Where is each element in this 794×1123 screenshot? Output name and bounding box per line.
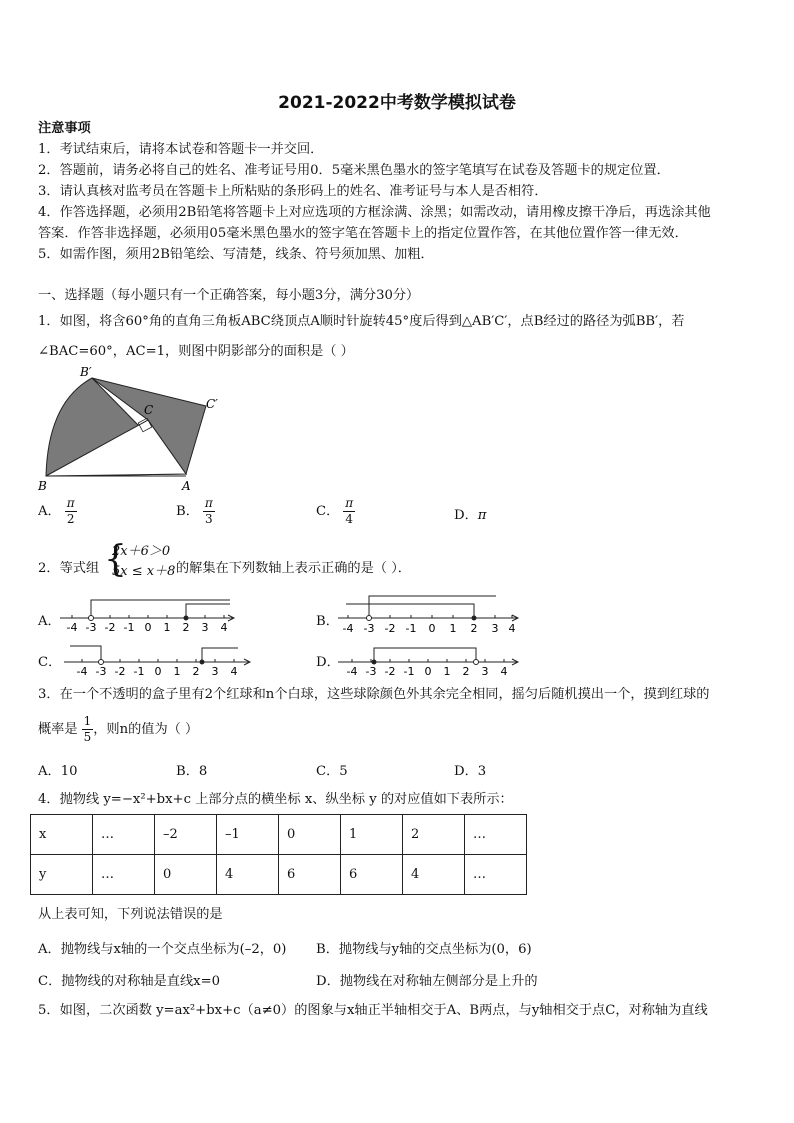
notice-item: 5．如需作图，须用2B铅笔绘、写清楚，线条、符号须加黑、加粗． bbox=[38, 247, 434, 262]
option-letter: D． bbox=[454, 508, 478, 523]
tick-label: 0 bbox=[428, 622, 436, 635]
question-2-option-c-label[interactable]: C． bbox=[38, 655, 62, 670]
fraction bbox=[343, 496, 355, 527]
notice-item: 3．请认真核对监考员在答题卡上所粘贴的条形码上的姓名、准考证号与本人是否相符． bbox=[38, 184, 548, 199]
tick-label: 0 bbox=[424, 665, 432, 678]
tick-label: -1 bbox=[405, 622, 417, 635]
question-4-line-1: 4．抛物线 y=−x²+bx+c 上部分点的横坐标 x、纵坐标 y 的对应值如下表所示： bbox=[38, 792, 513, 807]
table-cell: … bbox=[465, 855, 527, 895]
question-2-option-a-label[interactable]: A． bbox=[38, 614, 61, 629]
label-b: B bbox=[38, 479, 47, 493]
tick-label: 1 bbox=[163, 621, 171, 634]
option-letter: A． bbox=[38, 504, 61, 519]
system-brace: { bbox=[104, 539, 127, 580]
tick-label: 0 bbox=[144, 621, 152, 634]
label-c: C bbox=[144, 403, 154, 417]
question-4-option-a[interactable]: A．抛物线与x轴的一个交点坐标为(–2，0) bbox=[38, 942, 287, 957]
table-cell: 6 bbox=[279, 855, 341, 895]
tick-label: -4 bbox=[346, 665, 358, 678]
tick-label: 1 bbox=[173, 665, 181, 678]
tick-label: -2 bbox=[384, 622, 396, 635]
tick-label: -1 bbox=[133, 665, 145, 678]
number-line-a bbox=[58, 596, 238, 636]
notice-item: 答案．作答非选择题，必须用05毫米黑色墨水的签字笔在答题卡上的指定位置作答，在其他位置作答一律无效． bbox=[38, 226, 688, 241]
table-cell: … bbox=[93, 855, 155, 895]
question-3-line-2 bbox=[38, 714, 198, 745]
option-letter: B． bbox=[176, 504, 199, 519]
question-2-suffix: 的解集在下列数轴上表示正确的是（ ）． bbox=[176, 561, 411, 576]
values-table bbox=[30, 814, 527, 895]
tick-label: 4 bbox=[508, 622, 516, 635]
option-letter: C． bbox=[316, 504, 340, 519]
number-line-b bbox=[336, 592, 522, 636]
numerator: π bbox=[345, 496, 354, 510]
question-1-option-c[interactable] bbox=[316, 496, 355, 527]
tick-label: -3 bbox=[365, 665, 377, 678]
tick-label: 3 bbox=[211, 665, 219, 678]
notice-item: 2．答题前，请务必将自己的姓名、准考证号用0．5毫米黑色墨水的签字笔填写在试卷及答题卡的规定位置． bbox=[38, 163, 670, 178]
question-1-option-b[interactable] bbox=[176, 496, 215, 527]
question-2-prefix: 2．等式组 bbox=[38, 561, 100, 576]
table-cell: x bbox=[31, 815, 93, 855]
notice-item: 4．作答选择题，必须用2B铅笔将答题卡上对应选项的方框涂满、涂黑；如需改动，请用橡皮擦干净后，再选涂其他 bbox=[38, 205, 711, 220]
tick-label: 4 bbox=[220, 621, 228, 634]
numerator: π bbox=[66, 496, 75, 510]
fraction bbox=[82, 714, 94, 745]
tick-label: 4 bbox=[500, 665, 508, 678]
fraction bbox=[65, 496, 77, 527]
label-c-prime: C′ bbox=[206, 397, 218, 411]
label-a: A bbox=[182, 479, 191, 493]
question-3-option-c[interactable]: C．5 bbox=[316, 764, 348, 779]
table-cell: 0 bbox=[155, 855, 217, 895]
table-cell: 4 bbox=[403, 855, 465, 895]
tick-label: -3 bbox=[95, 665, 107, 678]
question-4-after: 从上表可知，下列说法错误的是 bbox=[38, 907, 223, 922]
question-2-option-b-label[interactable]: B． bbox=[316, 614, 339, 629]
text: ，则n的值为（ ） bbox=[93, 722, 199, 737]
question-3-option-b[interactable]: B．8 bbox=[176, 764, 208, 779]
tick-label: -2 bbox=[384, 665, 396, 678]
question-2-option-d-label[interactable]: D． bbox=[316, 655, 340, 670]
tick-label: -3 bbox=[363, 622, 375, 635]
tick-label: 2 bbox=[182, 621, 190, 634]
table-cell: –2 bbox=[155, 815, 217, 855]
notice-heading: 注意事项 bbox=[38, 121, 91, 136]
tick-label: 2 bbox=[470, 622, 478, 635]
tick-label: -4 bbox=[66, 621, 78, 634]
inequality-1: 2x＋6＞0 bbox=[112, 544, 171, 559]
tick-label: -1 bbox=[403, 665, 415, 678]
page-title: 2021-2022中考数学模拟试卷 bbox=[278, 93, 516, 113]
question-3-option-a[interactable]: A．10 bbox=[38, 764, 78, 779]
question-1-option-d[interactable] bbox=[454, 504, 486, 523]
tick-label: 1 bbox=[443, 665, 451, 678]
tick-label: 2 bbox=[192, 665, 200, 678]
tick-label: -4 bbox=[342, 622, 354, 635]
tick-label: -2 bbox=[114, 665, 126, 678]
tick-label: 2 bbox=[462, 665, 470, 678]
question-1-line-2: ∠BAC=60°，AC=1，则图中阴影部分的面积是（ ） bbox=[38, 344, 354, 359]
table-cell: –1 bbox=[217, 815, 279, 855]
tick-label: 0 bbox=[154, 665, 162, 678]
table-cell: 2 bbox=[403, 815, 465, 855]
tick-label: -4 bbox=[76, 665, 88, 678]
tick-label: -2 bbox=[104, 621, 116, 634]
tick-label: 4 bbox=[230, 665, 238, 678]
table-cell: 6 bbox=[341, 855, 403, 895]
tick-label: 3 bbox=[481, 665, 489, 678]
fraction bbox=[203, 496, 215, 527]
number-line-d bbox=[336, 640, 522, 680]
tick-label: 1 bbox=[449, 622, 457, 635]
denominator: 5 bbox=[83, 730, 92, 744]
table-row bbox=[31, 855, 527, 895]
table-cell: … bbox=[93, 815, 155, 855]
notice-item: 1．考试结束后，请将本试卷和答题卡一并交回． bbox=[38, 142, 324, 157]
question-4-option-d[interactable]: D．抛物线在对称轴左侧部分是上升的 bbox=[316, 974, 538, 989]
tick-label: -3 bbox=[85, 621, 97, 634]
option-value: π bbox=[477, 508, 487, 523]
question-5-line-1: 5．如图，二次函数 y=ax²+bx+c（a≠0）的图象与x轴正半轴相交于A、B两点，与y轴相交于点C，对称轴为直线 bbox=[38, 1003, 708, 1018]
tick-label: -1 bbox=[123, 621, 135, 634]
question-3-line-1: 3．在一个不透明的盒子里有2个红球和n个白球，这些球除颜色外其余完全相同，摇匀后随机摸出一个，摸到红球的 bbox=[38, 687, 710, 702]
denominator: 4 bbox=[345, 512, 354, 526]
question-4-option-b[interactable]: B．抛物线与y轴的交点坐标为(0，6) bbox=[316, 942, 532, 957]
table-cell: y bbox=[31, 855, 93, 895]
denominator: 3 bbox=[205, 512, 213, 526]
question-1-figure bbox=[36, 362, 236, 496]
table-row bbox=[31, 815, 527, 855]
numerator: π bbox=[204, 496, 213, 510]
table-cell: 1 bbox=[341, 815, 403, 855]
tick-label: 3 bbox=[201, 621, 209, 634]
table-cell: 4 bbox=[217, 855, 279, 895]
number-line-c bbox=[62, 640, 254, 680]
denominator: 2 bbox=[66, 512, 75, 526]
table-cell: 0 bbox=[279, 815, 341, 855]
question-3-option-d[interactable]: D．3 bbox=[454, 764, 487, 779]
question-4-option-c[interactable]: C．抛物线的对称轴是直线x=0 bbox=[38, 974, 221, 989]
question-1-option-a[interactable] bbox=[38, 496, 77, 527]
inequality-system bbox=[112, 542, 175, 582]
label-b-prime: B′ bbox=[80, 365, 92, 379]
question-1-line-1: 1．如图，将含60°角的直角三角板ABC绕顶点A顺时针旋转45°度后得到△AB′C′，点B经过的路径为弧BB′，若 bbox=[38, 314, 685, 329]
table-cell: … bbox=[465, 815, 527, 855]
tick-label: 3 bbox=[491, 622, 499, 635]
inequality-2: 5x ≤ x＋8 bbox=[112, 564, 176, 579]
section-heading: 一、选择题（每小题只有一个正确答案，每小题3分，满分30分） bbox=[38, 288, 420, 303]
text: 概率是 bbox=[38, 722, 78, 737]
numerator: 1 bbox=[83, 714, 92, 728]
